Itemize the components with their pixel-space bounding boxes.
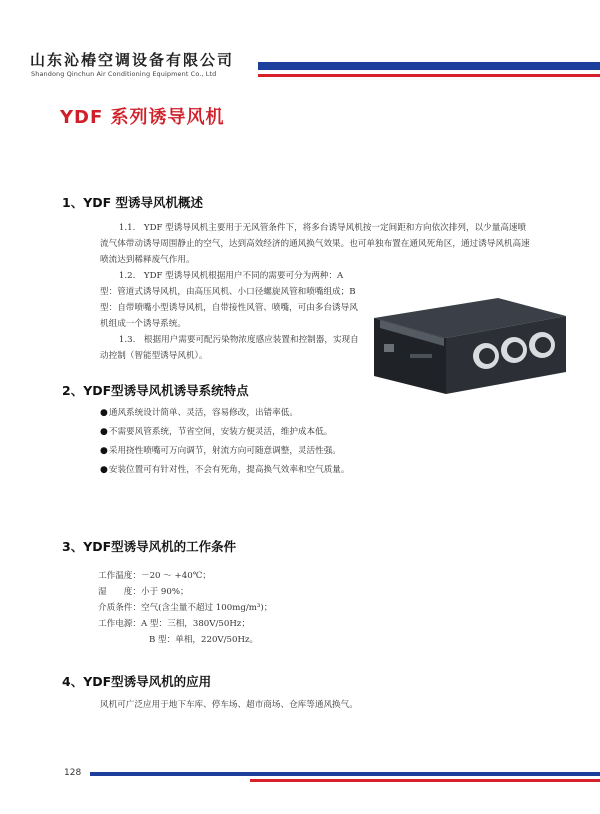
section-heading-features: 2、YDF型诱导风机诱导系统特点: [62, 383, 249, 398]
list-item: ●不需要风管系统，节省空间，安装方便灵活，维护成本低。: [100, 427, 333, 437]
bullet-dot-icon: ●: [100, 427, 108, 437]
overview-paragraph-3: 1.3. 根据用户需要可配污染物浓度感应装置和控制器，实现自动控制（智能型诱导风机）。: [100, 335, 359, 361]
condition-temperature: 工作温度：－20 ～ +40℃；: [98, 571, 211, 581]
overview-paragraph-2: 1.2. YDF 型诱导风机根据用户不同的需要可分为两种：A 型：管道式诱导风机，由高压风机、小口径螺旋风管和喷嘴组成；B 型：自带喷嘴小型诱导风机，自带接性风管、喷嘴，可由多台诱导风机组成一个诱导系统。: [100, 271, 358, 329]
list-item: ●安装位置可有针对性，不会有死角，提高换气效率和空气质量。: [100, 465, 350, 475]
features-list: [100, 406, 364, 482]
header-red-bar: [258, 74, 600, 77]
company-name-en: Shandong Qinchun Air Conditioning Equipment Co., Ltd: [31, 70, 217, 78]
bullet-dot-icon: ●: [100, 446, 108, 456]
section-heading-overview: 1、YDF 型诱导风机概述: [62, 195, 204, 210]
list-item: ●通风系统设计简单、灵活，容易修改，出错率低。: [100, 408, 298, 418]
section-heading-application: 4、YDF型诱导风机的应用: [62, 674, 212, 689]
bullet-dot-icon: ●: [100, 408, 108, 418]
header-blue-bar: [258, 62, 600, 70]
conditions-block: [98, 568, 418, 648]
overview-paragraph-1: 1.1. YDF 型诱导风机主要用于无风管条件下，将多台诱导风机按一定间距和方向依次排列，以少量高速喷流气体带动诱导周围静止的空气，达到高效经济的通风换气效果。也可单独布置在通风死角区，通过诱导风机高速喷流达到稀释废气作用。: [100, 223, 530, 265]
bullet-dot-icon: ●: [100, 465, 108, 475]
section-heading-conditions: 3、YDF型诱导风机的工作条件: [62, 539, 237, 554]
footer-red-bar: [250, 779, 600, 782]
application-paragraph: 风机可广泛应用于地下车库、停车场、超市商场、仓库等通风换气。: [100, 700, 358, 710]
page-title: YDF 系列诱导风机: [60, 107, 225, 128]
condition-power-b: B 型：单相，220V/50Hz。: [149, 635, 259, 645]
footer-blue-bar: [90, 772, 600, 776]
condition-medium: 介质条件：空气(含尘量不超过 100mg/m³)；: [98, 603, 273, 613]
company-name-cn: 山东沁椿空调设备有限公司: [30, 51, 235, 69]
induction-fan-image: [370, 298, 566, 396]
page-number: 128: [64, 768, 82, 778]
condition-power-a: 工作电源：A 型：三相，380V/50Hz；: [98, 619, 250, 629]
condition-humidity: 湿 度：小于 90%；: [98, 587, 189, 597]
list-item: ●采用挠性喷嘴可万向调节，射流方向可随意调整，灵活性强。: [100, 446, 341, 456]
